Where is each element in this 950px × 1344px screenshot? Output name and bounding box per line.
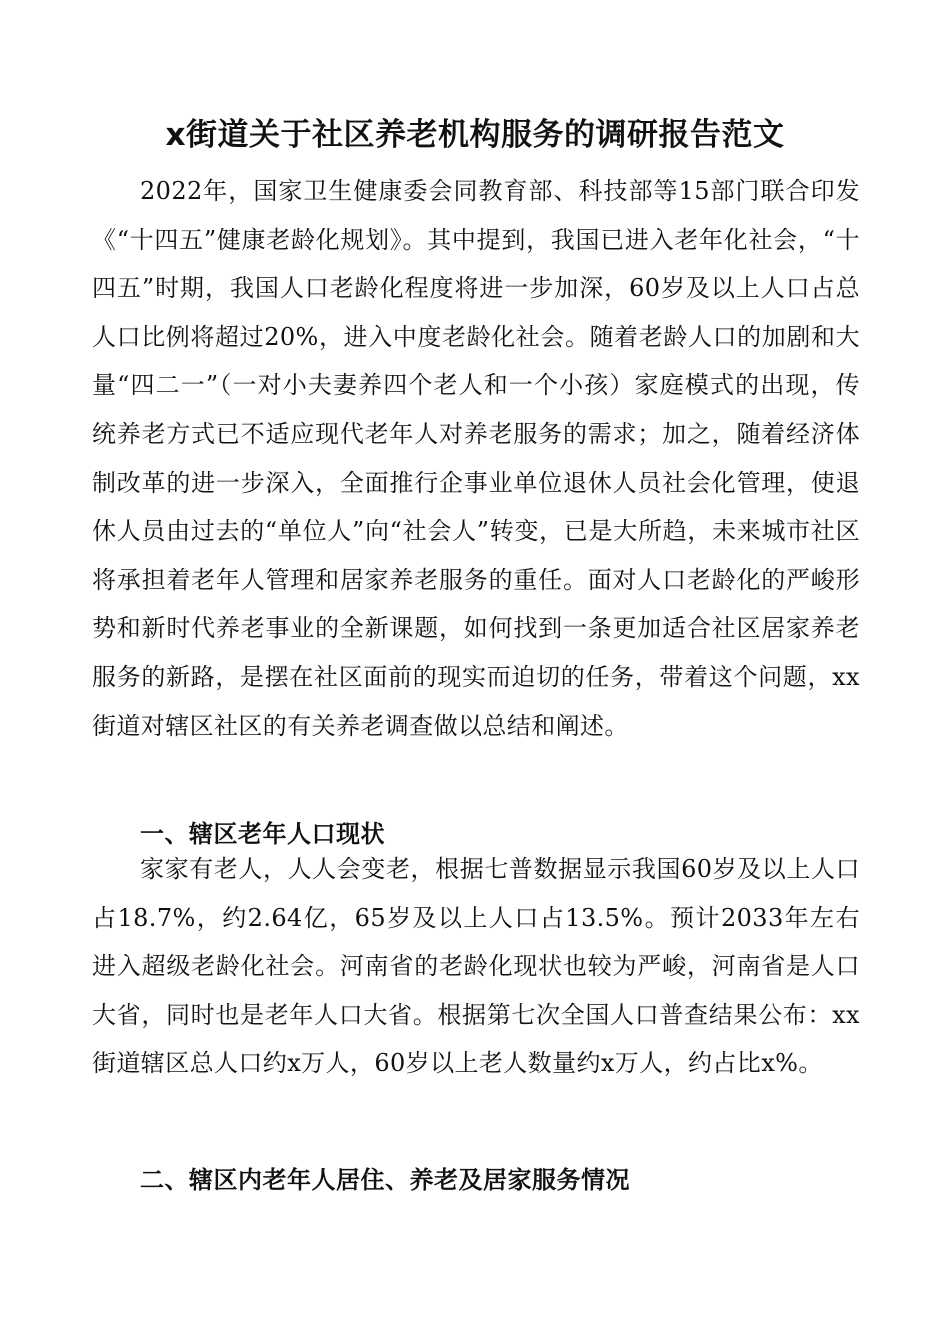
section-1-heading: 一、辖区老年人口现状 <box>140 820 385 848</box>
section-1-paragraph: 家家有老人，人人会变老，根据七普数据显示我国60岁及以上人口占18.7%，约2.64亿，65岁及以上人口占13.5%。预计2033年左右进入超级老龄化社会。河南省的老龄化现状也较为严峻，河南省是人口大省，同时也是老年人口大省。根据第七次全国人口普查结果公布：xx街道辖区总人口约x万人，60岁以上老人数量约x万人，约占比x%。 <box>92 855 860 1078</box>
document-title: x街道关于社区养老机构服务的调研报告范文 <box>165 117 785 153</box>
section-2-heading: 二、辖区内老年人居住、养老及居家服务情况 <box>140 1166 630 1194</box>
intro-paragraph: 2022年，国家卫生健康委会同教育部、科技部等15部门联合印发《“十四五”健康老龄化规划》。其中提到，我国已进入老年化社会，“十四五”时期，我国人口老龄化程度将进一步加深，60岁及以上人口占总人口比例将超过20%，进入中度老龄化社会。随着老龄人口的加剧和大量“四二一”（一对小夫妻养四个老人和一个小孩）家庭模式的出现，传统养老方式已不适应现代老年人对养老服务的需求；加之，随着经济体制改革的进一步深入，全面推行企事业单位退休人员社会化管理，使退休人员由过去的“单位人”向“社会人”转变，已是大所趋，未来城市社区将承担着老年人管理和居家养老服务的重任。面对人口老龄化的严峻形势和新时代养老事业的全新课题，如何找到一条更加适合社区居家养老服务的新路，是摆在社区面前的现实而迫切的任务，带着这个问题，xx街道对辖区社区的有关养老调查做以总结和阐述。 <box>92 177 860 740</box>
